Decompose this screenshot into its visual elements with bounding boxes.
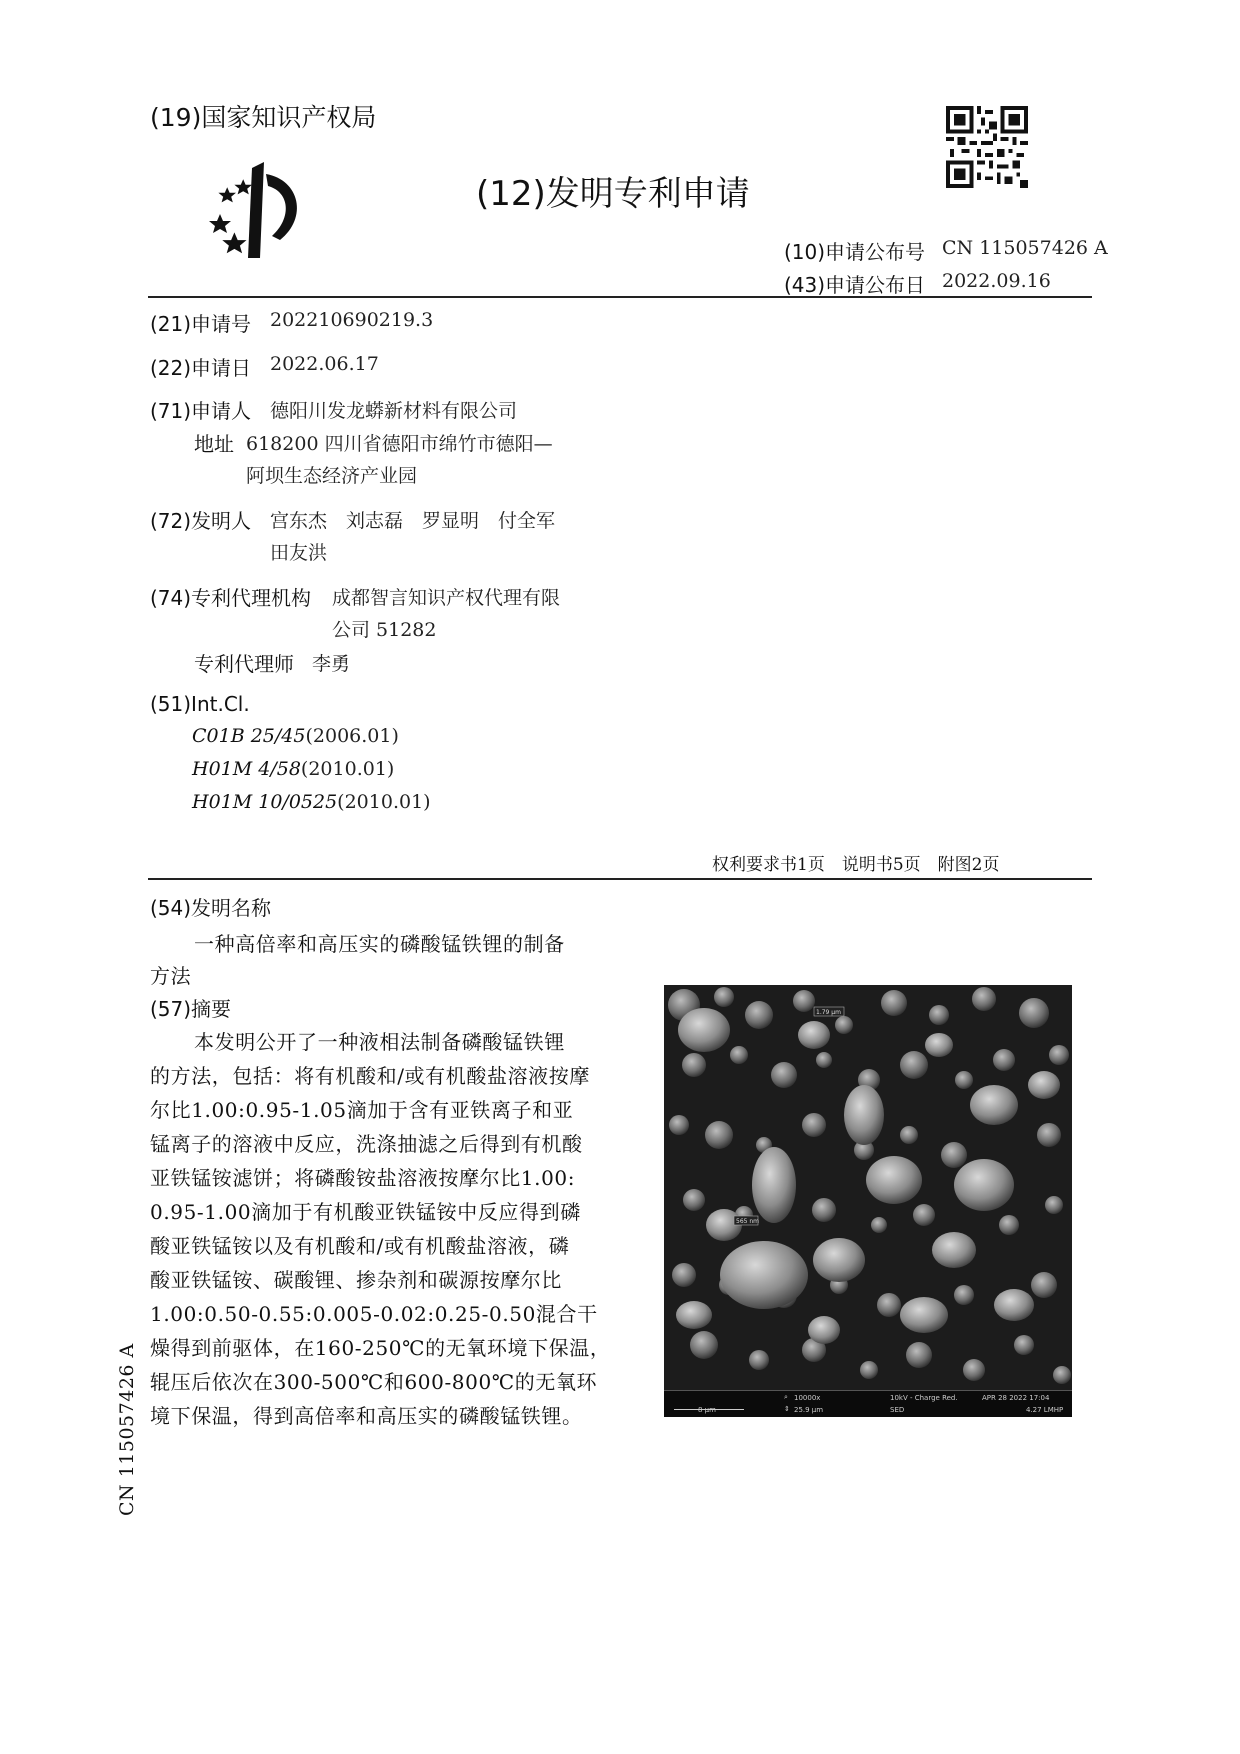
app-no-label: (21)申请号 bbox=[150, 312, 252, 336]
ipc-code: C01B 25/45 bbox=[192, 725, 306, 747]
pub-date-label: (43)申请公布日 bbox=[784, 273, 926, 297]
ipc-row bbox=[192, 791, 431, 813]
agency-line-1: 成都智言知识产权代理有限 bbox=[332, 587, 561, 609]
address-line-1: 618200 四川省德阳市绵竹市德阳— bbox=[246, 433, 553, 455]
pub-date-value: 2022.09.16 bbox=[942, 270, 1051, 292]
ipc-code: H01M 4/58 bbox=[192, 758, 301, 780]
abstract-line: 境下保温，得到高倍率和高压实的磷酸锰铁锂。 bbox=[150, 1404, 583, 1428]
sem-magnification: 10000x bbox=[794, 1394, 821, 1402]
sem-detector: SED bbox=[890, 1406, 905, 1414]
intcl-label: (51)Int.Cl. bbox=[150, 692, 250, 716]
abstract-line: 酸亚铁锰铵以及有机酸和/或有机酸盐溶液，磷 bbox=[150, 1234, 570, 1258]
sem-pressure: 4.27 LMHP bbox=[1026, 1406, 1064, 1414]
section-rule bbox=[148, 878, 1092, 880]
ipc-version: (2010.01) bbox=[300, 758, 395, 780]
address-line-2: 阿坝生态经济产业园 bbox=[246, 465, 418, 487]
abstract-line: 0.95-1.00滴加于有机酸亚铁锰铵中反应得到磷 bbox=[150, 1200, 581, 1224]
abstract-line: 酸亚铁锰铵、碳酸锂、掺杂剂和碳源按摩尔比 bbox=[150, 1268, 562, 1292]
side-publication-number: CN 115057426 A bbox=[116, 1343, 138, 1516]
pub-no-value: CN 115057426 A bbox=[942, 237, 1108, 259]
abstract-line: 本发明公开了一种液相法制备磷酸锰铁锂 bbox=[194, 1030, 565, 1054]
invention-title-line-2: 方法 bbox=[150, 964, 192, 988]
inventors-line-2: 田友洪 bbox=[270, 542, 328, 564]
sem-date: APR 28 2022 17:04 bbox=[982, 1394, 1050, 1402]
ipc-version: (2006.01) bbox=[305, 725, 399, 747]
ipc-version: (2010.01) bbox=[337, 791, 431, 813]
abstract-line: 的方法，包括：将有机酸和/或有机酸盐溶液按摩 bbox=[150, 1064, 590, 1088]
abstract-line: 亚铁锰铵滤饼；将磷酸铵盐溶液按摩尔比1.00: bbox=[150, 1166, 576, 1190]
abstract-line: 1.00:0.50-0.55:0.005-0.02:0.25-0.50混合干 bbox=[150, 1302, 598, 1326]
sem-label-mid: 565 nm bbox=[736, 1218, 760, 1225]
sem-info-bar bbox=[664, 1390, 1072, 1417]
applicant-value: 德阳川发龙蟒新材料有限公司 bbox=[270, 400, 518, 422]
office-name: (19)国家知识产权局 bbox=[150, 103, 377, 132]
ipc-code: H01M 10/0525 bbox=[192, 791, 338, 813]
ipc-row bbox=[192, 758, 394, 780]
magnifier-icon: ⌕ bbox=[784, 1393, 788, 1401]
pub-no-label: (10)申请公布号 bbox=[784, 240, 926, 264]
app-date-value: 2022.06.17 bbox=[270, 353, 379, 375]
document-type: (12)发明专利申请 bbox=[476, 174, 750, 214]
sem-label-top: 1.79 µm bbox=[816, 1009, 841, 1016]
sem-scale-text: 8 µm bbox=[698, 1406, 716, 1414]
abstract-label: (57)摘要 bbox=[150, 997, 232, 1021]
inventors-label: (72)发明人 bbox=[150, 509, 252, 533]
abstract-line: 尔比1.00:0.95-1.05滴加于含有亚铁离子和亚 bbox=[150, 1098, 574, 1122]
qr-code bbox=[946, 106, 1028, 188]
abstract-line: 燥得到前驱体，在160-250℃的无氧环境下保温， bbox=[150, 1336, 611, 1360]
applicant-label: (71)申请人 bbox=[150, 399, 252, 423]
app-date-label: (22)申请日 bbox=[150, 356, 252, 380]
invention-title-line-1: 一种高倍率和高压实的磷酸锰铁锂的制备 bbox=[194, 932, 565, 956]
agency-label: (74)专利代理机构 bbox=[150, 586, 312, 610]
sem-voltage: 10kV - Charge Red. bbox=[890, 1394, 958, 1402]
inventors-line-1: 宫东杰 刘志磊 罗显明 付全军 bbox=[270, 510, 556, 532]
address-label: 地址 bbox=[194, 432, 234, 456]
pages-info: 权利要求书1页 说明书5页 附图2页 bbox=[712, 855, 1000, 875]
app-no-value: 202210690219.3 bbox=[270, 309, 434, 331]
sem-micrograph bbox=[664, 985, 1072, 1417]
agent-value: 李勇 bbox=[312, 653, 351, 675]
abstract-line: 辊压后依次在300-500℃和600-800℃的无氧环 bbox=[150, 1370, 598, 1394]
header-rule bbox=[148, 296, 1092, 298]
sem-field-width: 25.9 µm bbox=[794, 1406, 824, 1414]
field-icon: ⇕ bbox=[784, 1405, 790, 1413]
agency-line-2: 公司 51282 bbox=[332, 619, 437, 641]
ipc-row bbox=[192, 725, 399, 747]
cnipa-logo bbox=[200, 158, 320, 268]
abstract-line: 锰离子的溶液中反应，洗涤抽滤之后得到有机酸 bbox=[150, 1132, 583, 1156]
title-label: (54)发明名称 bbox=[150, 896, 272, 920]
agent-label: 专利代理师 bbox=[194, 652, 294, 676]
